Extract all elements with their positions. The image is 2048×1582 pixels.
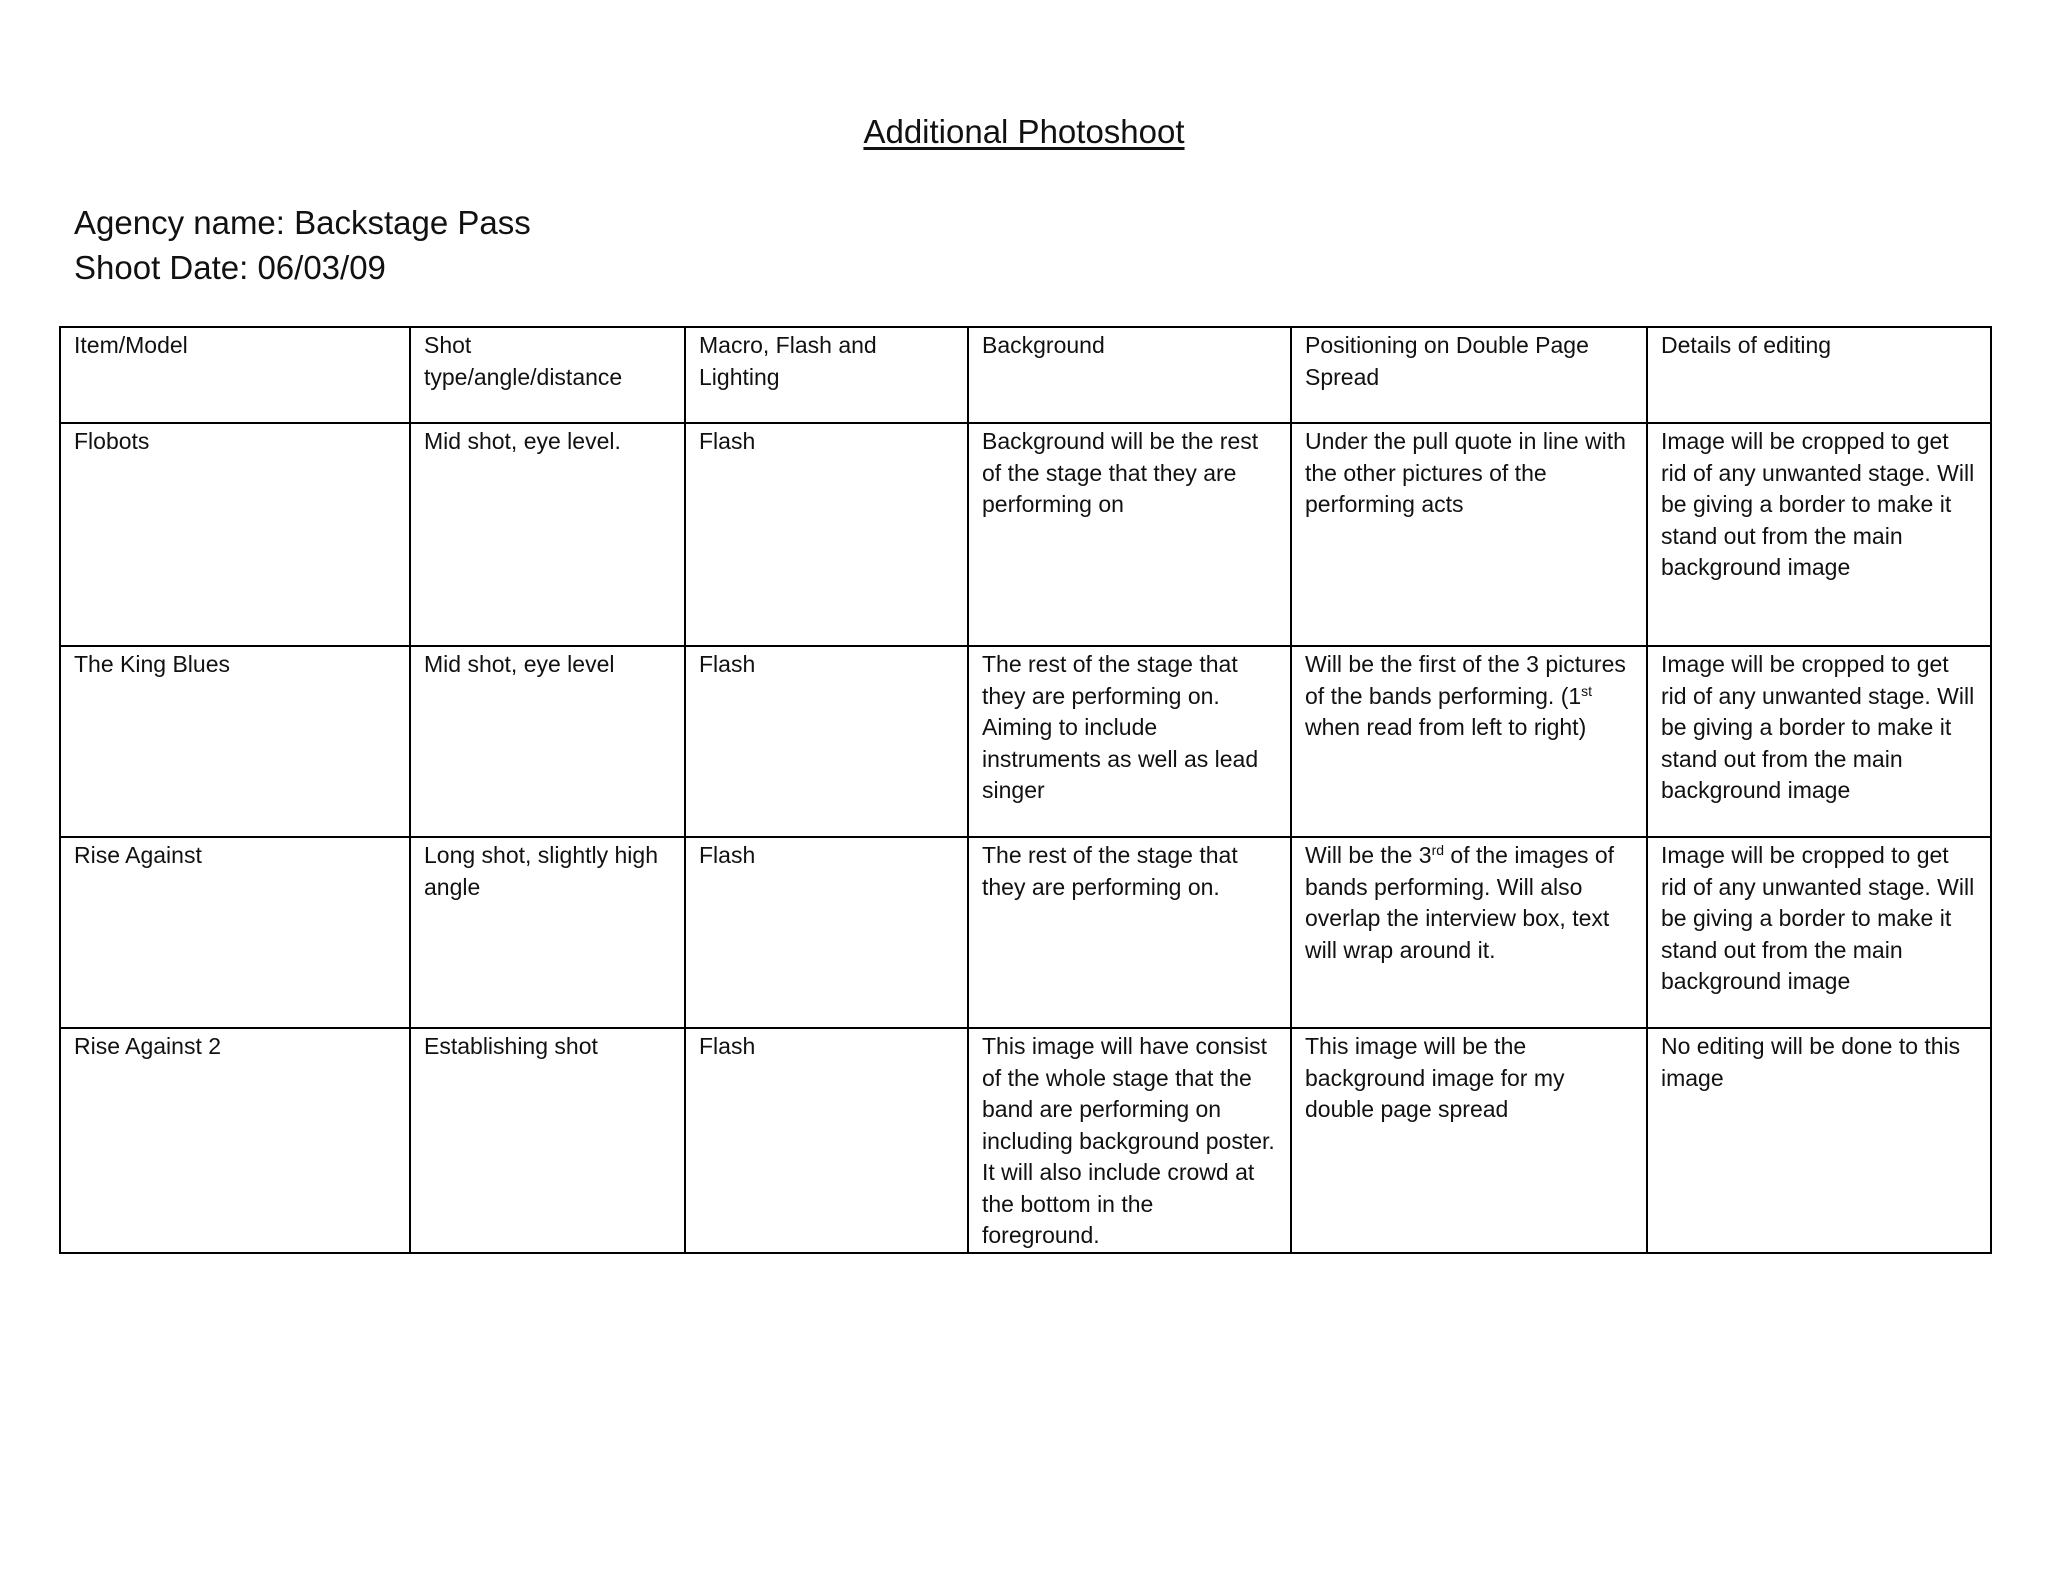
header-cell-shot: Shot type/angle/distance [410, 327, 685, 423]
shoot-date: Shoot Date: 06/03/09 [74, 249, 386, 286]
table-cell: Mid shot, eye level. [410, 423, 685, 646]
table-row [60, 423, 1991, 646]
table-cell: Image will be cropped to get rid of any unwanted stage. Will be giving a border to make it stand out from the main background image [1647, 423, 1991, 646]
table-cell: Flash [685, 837, 968, 1028]
header-cell-item-model: Item/Model [60, 327, 410, 423]
document-title-text: Additional Photoshoot [863, 113, 1185, 150]
table-cell: Will be the first of the 3 pictures of the bands performing. (1st when read from left to right) [1291, 646, 1647, 837]
table-cell: Establishing shot [410, 1028, 685, 1253]
table-cell: Flash [685, 646, 968, 837]
table-row [60, 646, 1991, 837]
table-cell: Image will be cropped to get rid of any unwanted stage. Will be giving a border to make it stand out from the main background image [1647, 837, 1991, 1028]
header-cell-background: Background [968, 327, 1291, 423]
shoot-details [74, 200, 531, 290]
table-cell: Flobots [60, 423, 410, 646]
header-cell-lighting: Macro, Flash and Lighting [685, 327, 968, 423]
document-title [0, 112, 2048, 152]
table-row [60, 837, 1991, 1028]
table-cell: This image will be the background image for my double page spread [1291, 1028, 1647, 1253]
table-cell: Mid shot, eye level [410, 646, 685, 837]
table-cell: This image will have consist of the whole stage that the band are performing on including background poster. It will also include crowd at the bottom in the foreground. [968, 1028, 1291, 1253]
table-cell: Flash [685, 1028, 968, 1253]
table-row [60, 1028, 1991, 1253]
photoshoot-table [59, 326, 1992, 1254]
table-cell: Rise Against [60, 837, 410, 1028]
table-cell: The King Blues [60, 646, 410, 837]
header-cell-editing: Details of editing [1647, 327, 1991, 423]
table-cell: Will be the 3rd of the images of bands performing. Will also overlap the interview box, text will wrap around it. [1291, 837, 1647, 1028]
table-header-row [60, 327, 1991, 423]
table-cell: Background will be the rest of the stage that they are performing on [968, 423, 1291, 646]
table-cell: Rise Against 2 [60, 1028, 410, 1253]
header-cell-positioning: Positioning on Double Page Spread [1291, 327, 1647, 423]
table-cell: The rest of the stage that they are performing on. [968, 837, 1291, 1028]
table-cell: Long shot, slightly high angle [410, 837, 685, 1028]
table-cell: No editing will be done to this image [1647, 1028, 1991, 1253]
table-cell: Flash [685, 423, 968, 646]
agency-name: Agency name: Backstage Pass [74, 204, 531, 241]
table-cell: Under the pull quote in line with the other pictures of the performing acts [1291, 423, 1647, 646]
table-cell: Image will be cropped to get rid of any unwanted stage. Will be giving a border to make it stand out from the main background image [1647, 646, 1991, 837]
table-cell: The rest of the stage that they are performing on. Aiming to include instruments as well as lead singer [968, 646, 1291, 837]
